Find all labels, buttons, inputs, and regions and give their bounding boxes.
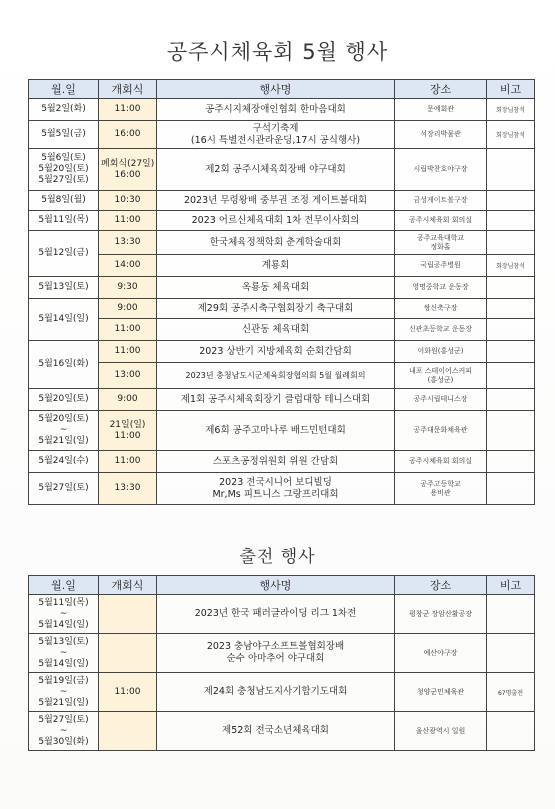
table-row xyxy=(29,149,535,191)
event-place: 쌍신축구장 xyxy=(395,299,487,319)
event-note xyxy=(487,473,535,505)
event-date: 5월11일(목) xyxy=(29,211,99,231)
event-name: 제6회 공주고마나루 배드민턴대회 xyxy=(157,411,395,451)
away-event-place: 평창군 장암산활공장 xyxy=(395,595,487,634)
header-row xyxy=(29,80,535,99)
event-time: 11:00 xyxy=(99,211,157,231)
header-place: 장소 xyxy=(395,80,487,99)
event-note xyxy=(487,299,535,319)
away-event-place: 예산야구장 xyxy=(395,634,487,673)
table-row xyxy=(29,211,535,231)
event-place: 영명중학교 운동장 xyxy=(395,277,487,299)
event-name: 옥룡동 체육대회 xyxy=(157,277,395,299)
table-row xyxy=(29,634,535,673)
table-row xyxy=(29,255,535,277)
away-event-time xyxy=(99,595,157,634)
header-date: 월.일 xyxy=(29,576,99,595)
event-note xyxy=(487,411,535,451)
event-place: 문예회관 xyxy=(395,99,487,121)
event-name: 계룡회 xyxy=(157,255,395,277)
event-place: 공주시체육회 회의실 xyxy=(395,211,487,231)
away-event-note xyxy=(487,634,535,673)
header-event: 행사명 xyxy=(157,576,395,595)
event-time: 14:00 xyxy=(99,255,157,277)
event-place: 공주대문화체육관 xyxy=(395,411,487,451)
event-note xyxy=(487,211,535,231)
event-place: 공주고등학교 용비관 xyxy=(395,473,487,505)
header-time: 개회식 xyxy=(99,80,157,99)
header-note: 비고 xyxy=(487,80,535,99)
event-place: 공주교육대학교 정화홀 xyxy=(395,231,487,255)
away-event-note xyxy=(487,712,535,751)
event-place: 시립박찬호야구장 xyxy=(395,149,487,191)
event-note xyxy=(487,451,535,473)
table-row xyxy=(29,389,535,411)
event-name: 제2회 공주시체육회장배 야구대회 xyxy=(157,149,395,191)
table-row xyxy=(29,319,535,341)
table-row xyxy=(29,673,535,712)
header-row xyxy=(29,576,535,595)
event-date: 5월20일(토) xyxy=(29,389,99,411)
event-name: 2023 어르신체육대회 1차 전무이사회의 xyxy=(157,211,395,231)
event-time: 13:30 xyxy=(99,473,157,505)
event-table xyxy=(28,79,535,505)
event-place: 신관초등학교 운동장 xyxy=(395,319,487,341)
event-place: 공주시립테니스장 xyxy=(395,389,487,411)
away-event-note xyxy=(487,595,535,634)
event-name: 2023년 무령왕배 중부권 조정 게이트볼대회 xyxy=(157,191,395,211)
event-note xyxy=(487,389,535,411)
event-date: 5월14일(일) xyxy=(29,299,99,341)
event-note: 회장님참석 xyxy=(487,99,535,121)
event-note: 회장님참석 xyxy=(487,255,535,277)
event-note xyxy=(487,363,535,389)
event-place: 이화원(홍성군) xyxy=(395,341,487,363)
section-title: 출전 행사 xyxy=(239,547,316,567)
away-event-name: 2023 충남야구소프트볼협회장배 순수 아마추어 야구대회 xyxy=(157,634,395,673)
table-row xyxy=(29,121,535,149)
event-time: 11:00 xyxy=(99,451,157,473)
event-note xyxy=(487,149,535,191)
table-row xyxy=(29,341,535,363)
away-event-name: 2023년 한국 패러글라이딩 리그 1차전 xyxy=(157,595,395,634)
away-event-table xyxy=(28,575,535,751)
event-place: 금성게이트볼구장 xyxy=(395,191,487,211)
table-row xyxy=(29,411,535,451)
event-date: 5월20일(토) ~ 5월21일(일) xyxy=(29,411,99,451)
event-name: 한국체육정책학회 춘계학술대회 xyxy=(157,231,395,255)
away-event-date: 5월19일(금) ~ 5월21일(일) xyxy=(29,673,99,712)
away-event-date: 5월27일(토) ~ 5월30일(화) xyxy=(29,712,99,751)
event-date: 5월2일(화) xyxy=(29,99,99,121)
event-note: 회장님참석 xyxy=(487,121,535,149)
event-time: 16:00 xyxy=(99,121,157,149)
header-note: 비고 xyxy=(487,576,535,595)
away-event-time xyxy=(99,634,157,673)
event-time: 10:30 xyxy=(99,191,157,211)
table-row xyxy=(29,712,535,751)
table-row xyxy=(29,451,535,473)
event-time: 9:00 xyxy=(99,389,157,411)
event-note xyxy=(487,191,535,211)
event-date: 5월5일(금) xyxy=(29,121,99,149)
event-time: 13:30 xyxy=(99,231,157,255)
event-date: 5월13일(토) xyxy=(29,277,99,299)
event-name: 2023 전국시니어 보디빌딩 Mr,Ms 피트니스 그랑프리대회 xyxy=(157,473,395,505)
away-event-note: 67명출전 xyxy=(487,673,535,712)
event-time: 9:00 xyxy=(99,299,157,319)
header-place: 장소 xyxy=(395,576,487,595)
event-note xyxy=(487,277,535,299)
event-name: 스포츠공정위원회 위원 간담회 xyxy=(157,451,395,473)
event-place: 공주시체육회 회의실 xyxy=(395,451,487,473)
header-date: 월.일 xyxy=(29,80,99,99)
event-time: 11:00 xyxy=(99,319,157,341)
table-row xyxy=(29,277,535,299)
away-event-time: 11:00 xyxy=(99,673,157,712)
event-name: 구석기축제 (16시 특별전시관라운딩,17시 공식행사) xyxy=(157,121,395,149)
away-event-place: 청양군민체육관 xyxy=(395,673,487,712)
event-name: 2023년 충청남도시군체육회장협의회 5월 월례회의 xyxy=(157,363,395,389)
away-event-time xyxy=(99,712,157,751)
table-row xyxy=(29,363,535,389)
header-event: 행사명 xyxy=(157,80,395,99)
event-name: 신관동 체육대회 xyxy=(157,319,395,341)
event-place: 석장리박물관 xyxy=(395,121,487,149)
away-event-date: 5월11일(목) ~ 5월14일(일) xyxy=(29,595,99,634)
away-event-place: 울산광역시 일원 xyxy=(395,712,487,751)
event-date: 5월16일(화) xyxy=(29,341,99,389)
event-time: 11:00 xyxy=(99,99,157,121)
event-place: 내포 스테이어스커피 (홍성군) xyxy=(395,363,487,389)
event-name: 제29회 공주시축구협회장기 축구대회 xyxy=(157,299,395,319)
table-row xyxy=(29,99,535,121)
event-place: 국립공주병원 xyxy=(395,255,487,277)
table-row xyxy=(29,191,535,211)
event-time: 13:00 xyxy=(99,363,157,389)
event-time: 21일(일) 11:00 xyxy=(99,411,157,451)
table-row xyxy=(29,231,535,255)
event-name: 제1회 공주시체육회장기 클럽대항 테니스대회 xyxy=(157,389,395,411)
page-title: 공주시체육회 5월 행사 xyxy=(166,40,389,64)
header-time: 개회식 xyxy=(99,576,157,595)
event-date: 5월24일(수) xyxy=(29,451,99,473)
event-note xyxy=(487,341,535,363)
event-note xyxy=(487,231,535,255)
event-time: 9:30 xyxy=(99,277,157,299)
table-row xyxy=(29,473,535,505)
table-row xyxy=(29,595,535,634)
event-date: 5월27일(토) xyxy=(29,473,99,505)
event-name: 공주시지체장애인협회 한마음대회 xyxy=(157,99,395,121)
event-date: 5월12일(금) xyxy=(29,231,99,277)
event-date: 5월8일(월) xyxy=(29,191,99,211)
event-time: 폐회식(27일) 16:00 xyxy=(99,149,157,191)
away-event-name: 제24회 충청남도지사기합기도대회 xyxy=(157,673,395,712)
event-name: 2023 상반기 지방체육회 순회간담회 xyxy=(157,341,395,363)
away-event-date: 5월13일(토) ~ 5월14일(일) xyxy=(29,634,99,673)
away-event-name: 제52회 전국소년체육대회 xyxy=(157,712,395,751)
table-row xyxy=(29,299,535,319)
event-note xyxy=(487,319,535,341)
event-time: 11:00 xyxy=(99,341,157,363)
event-date: 5월6일(토) 5월20일(토) 5월27일(토) xyxy=(29,149,99,191)
